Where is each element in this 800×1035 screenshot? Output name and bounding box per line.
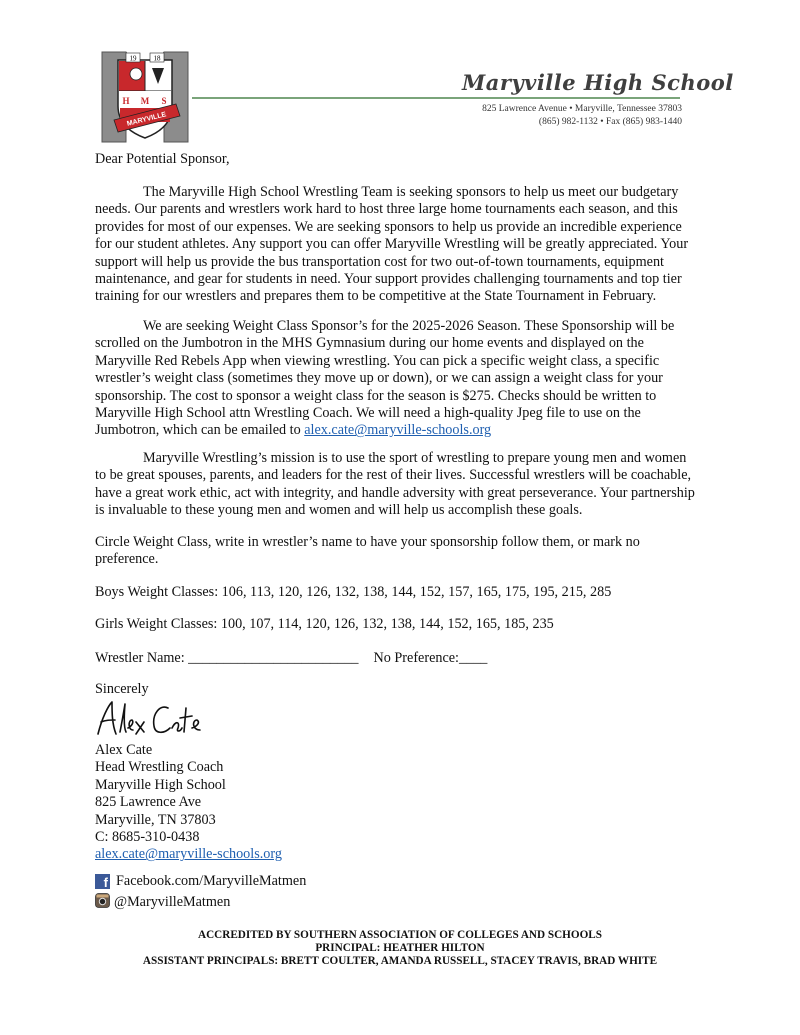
- footer-assistant-principals: ASSISTANT PRINCIPALS: BRETT COULTER, AMANDA RUSSELL, STACEY TRAVIS, BRAD WHITE: [142, 955, 658, 967]
- instagram-handle: @MaryvilleMatmen: [114, 894, 231, 910]
- signer-street: 825 Lawrence Ave: [95, 794, 202, 811]
- instagram-row[interactable]: [95, 893, 230, 911]
- crest-letter-h: H: [122, 96, 130, 106]
- crest-year-right: 18: [153, 54, 161, 63]
- crest-year-left: 19: [129, 54, 137, 63]
- signer-phone: C: 8685-310-0438: [95, 829, 200, 846]
- school-address: 825 Lawrence Avenue • Maryville, Tennessee 37803: [482, 104, 682, 114]
- circle-weight-instructions: [95, 534, 710, 569]
- signer-city: Maryville, TN 37803: [95, 811, 216, 828]
- paragraph-line: wrestler’s weight class (sometimes they move up or down), or we can assign a weight class for your: [95, 370, 663, 387]
- crest-letter-m: M: [140, 96, 150, 106]
- paragraph-line: is invaluable to these young men and women and will help us accomplish these goals.: [95, 502, 583, 519]
- paragraph-line: preference.: [95, 551, 159, 568]
- paragraph-line: Maryville Red Rebels App when viewing wrestling. You can pick a specific weight class, a specific: [95, 352, 660, 369]
- facebook-handle: Facebook.com/MaryvilleMatmen: [116, 873, 307, 889]
- wrestler-name-row: [95, 650, 710, 667]
- paragraph-line: We are seeking Weight Class Sponsor’s for the 2025-2026 Season. These Sponsorship will be: [143, 318, 675, 334]
- email-prefix-text: Jumbotron, which can be emailed to: [95, 422, 301, 439]
- footer-principal: PRINCIPAL: HEATHER HILTON: [315, 942, 485, 954]
- school-phone: (865) 982-1132 • Fax (865) 983-1440: [538, 117, 682, 127]
- paragraph-line: support will help us provide the bus transportation cost for two out-of-town tournaments, equipment: [95, 253, 664, 270]
- instagram-icon: [95, 893, 110, 908]
- paragraph-intro: [95, 184, 710, 306]
- paragraph-line: Maryville High School attn Wrestling Coach. We will need a high-quality Jpeg file to use on the: [95, 405, 641, 422]
- crest-letter-s: S: [161, 96, 167, 106]
- paragraph-line: scrolled on the Jumbotron in the MHS Gymnasium during our home events and displayed on the: [95, 335, 644, 352]
- school-name: Maryville High School: [462, 70, 734, 95]
- paragraph-line: needs. Our parents and wrestlers work hard to host three large home tournaments each season, and this: [95, 201, 678, 218]
- signer-name: Alex Cate: [95, 742, 153, 758]
- paragraph-line: to be great spouses, parents, and leaders for the rest of their lives. Successful wrestlers will be coachable,: [95, 467, 692, 484]
- paragraph-line: Circle Weight Class, write in wrestler’s name to have your sponsorship follow them, or mark no: [95, 534, 640, 550]
- boys-weight-classes: Boys Weight Classes: 106, 113, 120, 126, 132, 138, 144, 152, 157, 165, 175, 195, 215, 285: [95, 584, 612, 600]
- paragraph-line: training for our wrestlers and prepares them to be competitive at the State Tournament in February.: [95, 288, 657, 305]
- wrestler-name-field[interactable]: Wrestler Name: ________________________: [95, 650, 359, 666]
- footer-accreditation: ACCREDITED BY SOUTHERN ASSOCIATION OF COLLEGES AND SCHOOLS: [198, 929, 602, 941]
- paragraph-line: [95, 422, 710, 439]
- signature-block: [95, 742, 710, 864]
- letterhead-divider: [192, 97, 680, 99]
- paragraph-line: sponsorship. The cost to sponsor a weight class for the season is $275. Checks should be written to: [95, 387, 657, 404]
- signer-school: Maryville High School: [95, 776, 226, 793]
- crest-banner-text: MARYVILLE: [126, 111, 167, 128]
- closing: Sincerely: [95, 681, 149, 697]
- paragraph-line: The Maryville High School Wrestling Team is seeking sponsors to help us meet our budgetary: [143, 184, 679, 200]
- facebook-icon: f: [95, 874, 110, 889]
- paragraph-line: for our student athletes. Any support you can offer Maryville Wrestling will be greatly appreciated. Your: [95, 236, 689, 253]
- signer-title: Head Wrestling Coach: [95, 759, 224, 776]
- paragraph-line: Maryville Wrestling’s mission is to use the sport of wrestling to prepare young men and women: [143, 450, 687, 466]
- paragraph-line: have a great work ethic, act with integrity, and handle adversity with great perseverance. Your partnership: [95, 484, 695, 501]
- paragraph-line: maintenance, and gear for students in need. Your support provides challenging tournaments and top tier: [95, 271, 682, 288]
- school-crest-logo: [100, 50, 190, 144]
- no-preference-field[interactable]: No Preference:____: [373, 650, 488, 666]
- paragraph-line: provides for most of our expenses. We are seeking sponsors to help us provide an incredible experience: [95, 218, 682, 235]
- handwritten-signature: [92, 698, 210, 742]
- email-link[interactable]: alex.cate@maryville-schools.org: [304, 422, 492, 439]
- girls-weight-classes: Girls Weight Classes: 100, 107, 114, 120, 126, 132, 138, 144, 152, 165, 185, 235: [95, 616, 554, 632]
- signer-email-link[interactable]: alex.cate@maryville-schools.org: [95, 846, 282, 863]
- paragraph-mission: [95, 450, 710, 520]
- paragraph-sponsorship: [95, 318, 710, 440]
- salutation: Dear Potential Sponsor,: [95, 151, 230, 167]
- facebook-row[interactable]: [95, 873, 306, 890]
